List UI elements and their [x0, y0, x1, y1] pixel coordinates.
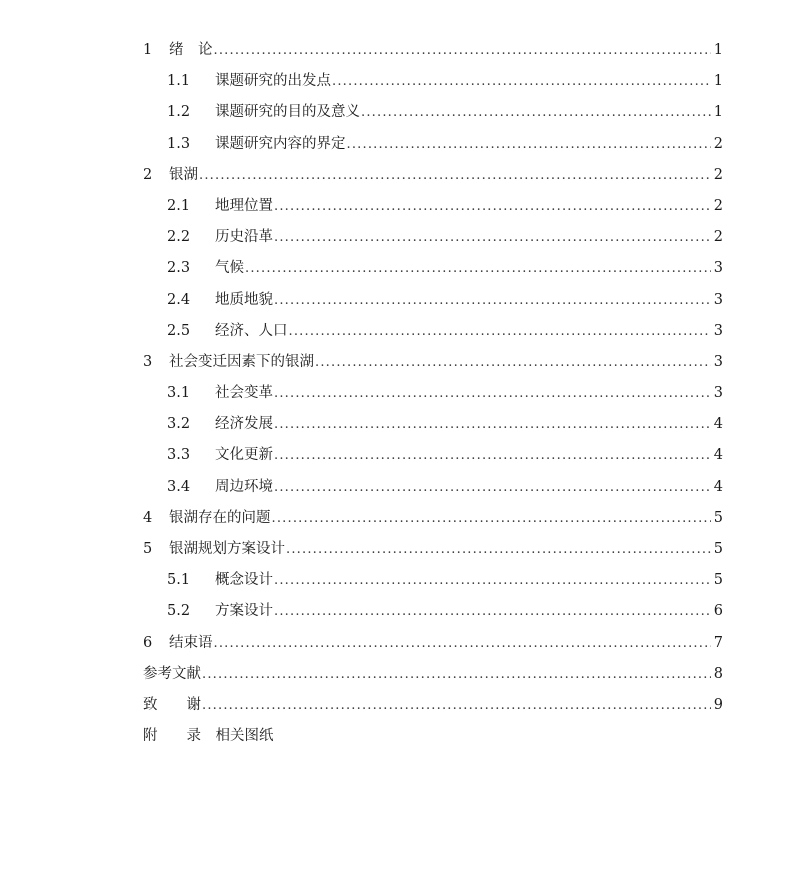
toc-entry-1[interactable]: [143, 35, 723, 66]
toc-entry-number: 2.3: [167, 260, 191, 277]
toc-entry-title: 银湖规划方案设计: [169, 541, 285, 557]
toc-entry-references[interactable]: [143, 659, 723, 690]
toc-entry-page: 8: [713, 665, 723, 682]
toc-entry-page: 6: [713, 603, 723, 620]
toc-entry-3-3[interactable]: [143, 440, 723, 471]
toc-entry-number: 2: [143, 166, 153, 183]
dot-leader: [274, 285, 711, 316]
toc-entry-page: 3: [713, 322, 723, 339]
toc-entry-number: 1.1: [167, 73, 191, 90]
dot-leader: [202, 659, 711, 690]
toc-entry-title: 致 谢: [143, 696, 201, 713]
toc-entry-acknowledgements[interactable]: [143, 690, 723, 721]
toc-entry-number: 1: [143, 42, 153, 58]
toc-entry-number: 2.5: [167, 322, 191, 339]
toc-entry-title: 绪 论: [169, 42, 213, 58]
dot-leader: [274, 440, 711, 471]
toc-entry-title: 社会变迁因素下的银湖: [169, 353, 314, 370]
toc-entry-page: 2: [713, 229, 723, 246]
toc-entry-title: 经济发展: [215, 416, 273, 433]
dot-leader: [274, 191, 711, 222]
dot-leader: [199, 160, 711, 191]
toc-entry-page: 3: [713, 291, 723, 308]
dot-leader: [274, 378, 711, 409]
toc-entry-5-1[interactable]: [143, 565, 723, 596]
toc-entry-3-2[interactable]: [143, 409, 723, 440]
dot-leader: [274, 409, 711, 440]
toc-entry-title: 社会变革: [215, 385, 273, 402]
toc-entry-1-1[interactable]: [143, 66, 723, 97]
toc-entry-number: 3.3: [167, 447, 191, 464]
toc-entry-page: 9: [713, 696, 723, 713]
dot-leader: [202, 690, 711, 721]
toc-entry-number: 2.4: [167, 291, 191, 308]
toc-entry-6[interactable]: [143, 628, 723, 659]
toc-entry-page: 3: [713, 260, 723, 277]
toc-entry-1-3[interactable]: [143, 129, 723, 160]
toc-entry-title: 结束语: [169, 634, 213, 651]
toc-entry-title: 课题研究内容的界定: [215, 135, 346, 152]
toc-entry-title: 经济、人口: [215, 322, 288, 339]
toc-entry-number: 5: [143, 541, 153, 557]
toc-entry-page: 1: [713, 73, 723, 90]
dot-leader: [214, 35, 712, 66]
toc-entry-page: 5: [713, 572, 723, 589]
table-of-contents: [143, 35, 723, 752]
toc-entry-2-3[interactable]: [143, 253, 723, 284]
toc-entry-title: 周边环境: [215, 478, 273, 495]
toc-entry-number: 1.2: [167, 104, 191, 121]
toc-entry-page: 1: [713, 104, 723, 121]
dot-leader: [214, 628, 712, 659]
toc-entry-appendix[interactable]: [143, 721, 723, 752]
toc-entry-2-2[interactable]: [143, 222, 723, 253]
dot-leader: [289, 316, 712, 347]
toc-entry-title: 银湖: [169, 166, 198, 183]
toc-entry-title: 方案设计: [215, 603, 273, 620]
toc-entry-number: 6: [143, 634, 153, 651]
toc-entry-title: 课题研究的目的及意义: [215, 104, 360, 121]
dot-leader: [315, 347, 711, 378]
toc-entry-title: 银湖存在的问题: [169, 509, 271, 526]
toc-entry-title: 历史沿革: [215, 229, 273, 246]
dot-leader: [274, 596, 711, 627]
dot-leader: [332, 66, 711, 97]
toc-entry-title: 概念设计: [215, 572, 273, 589]
toc-entry-5[interactable]: [143, 534, 723, 565]
dot-leader: [274, 472, 711, 503]
toc-entry-number: 2.1: [167, 197, 191, 214]
toc-entry-5-2[interactable]: [143, 596, 723, 627]
toc-entry-4[interactable]: [143, 503, 723, 534]
toc-entry-number: 5.1: [167, 572, 191, 589]
toc-entry-title: 地理位置: [215, 197, 273, 214]
dot-leader: [286, 534, 711, 565]
toc-entry-3-1[interactable]: [143, 378, 723, 409]
toc-entry-number: 2.2: [167, 229, 191, 246]
toc-entry-title: 课题研究的出发点: [215, 73, 331, 90]
toc-entry-title: 附 录 相关图纸: [143, 728, 274, 745]
toc-entry-page: 2: [713, 135, 723, 152]
dot-leader: [272, 503, 712, 534]
toc-entry-3-4[interactable]: [143, 472, 723, 503]
toc-entry-number: 1.3: [167, 135, 191, 152]
toc-entry-number: 3.1: [167, 385, 191, 402]
toc-entry-number: 3: [143, 353, 153, 370]
dot-leader: [245, 253, 711, 284]
toc-entry-title: 文化更新: [215, 447, 273, 464]
toc-entry-2[interactable]: [143, 160, 723, 191]
toc-entry-number: 4: [143, 509, 153, 526]
toc-entry-page: 1: [713, 42, 723, 58]
dot-leader: [361, 97, 711, 128]
toc-entry-number: 3.4: [167, 478, 191, 495]
toc-entry-page: 3: [713, 385, 723, 402]
dot-leader: [347, 129, 712, 160]
toc-entry-page: 5: [713, 509, 723, 526]
toc-entry-2-4[interactable]: [143, 285, 723, 316]
toc-entry-page: 4: [713, 416, 723, 433]
toc-entry-number: 3.2: [167, 416, 191, 433]
toc-entry-page: 4: [713, 478, 723, 495]
toc-entry-title: 地质地貌: [215, 291, 273, 308]
toc-entry-title: 气候: [215, 260, 244, 277]
dot-leader: [274, 222, 711, 253]
toc-entry-page: 3: [713, 353, 723, 370]
toc-entry-page: 2: [713, 166, 723, 183]
toc-entry-number: 5.2: [167, 603, 191, 620]
toc-entry-title: 参考文献: [143, 665, 201, 682]
toc-entry-3[interactable]: [143, 347, 723, 378]
toc-entry-2-1[interactable]: [143, 191, 723, 222]
toc-entry-page: 2: [713, 197, 723, 214]
toc-entry-1-2[interactable]: [143, 97, 723, 128]
toc-entry-page: 5: [713, 541, 723, 557]
toc-entry-page: 7: [713, 634, 723, 651]
dot-leader: [274, 565, 711, 596]
toc-entry-2-5[interactable]: [143, 316, 723, 347]
toc-entry-page: 4: [713, 447, 723, 464]
